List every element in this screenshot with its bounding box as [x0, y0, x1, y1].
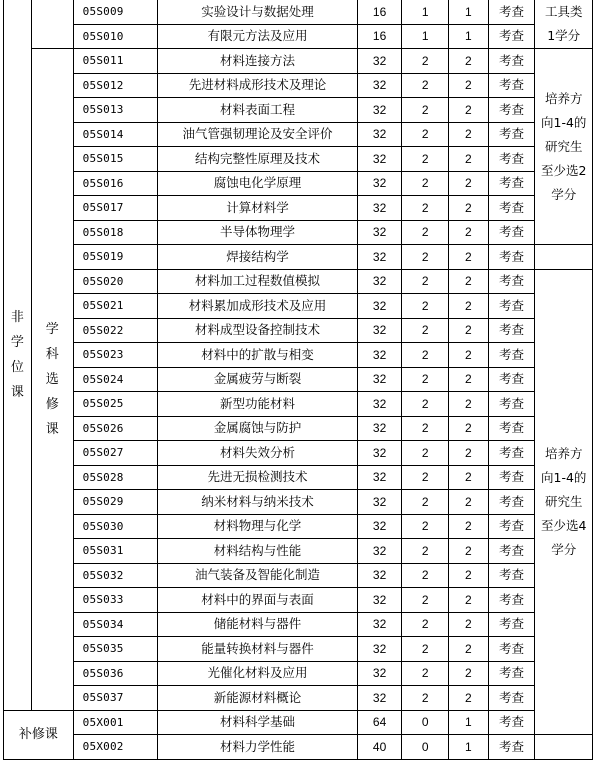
course-exam-type: 考查	[488, 563, 535, 588]
course-hours: 32	[357, 514, 402, 539]
course-hours: 32	[357, 269, 402, 294]
course-semester: 2	[449, 514, 489, 539]
course-code: 05S034	[73, 612, 158, 637]
table-row	[4, 637, 593, 662]
course-hours: 32	[357, 343, 402, 368]
course-hours: 32	[357, 686, 402, 711]
course-exam-type: 考查	[488, 0, 535, 24]
table-row	[4, 122, 593, 147]
course-name: 油气装备及智能化制造	[158, 563, 357, 588]
table-row	[4, 245, 593, 270]
course-semester: 2	[449, 637, 489, 662]
course-code: 05S028	[73, 465, 158, 490]
course-semester: 2	[449, 171, 489, 196]
course-credits: 1	[402, 0, 449, 24]
course-name: 计算材料学	[158, 196, 357, 221]
course-hours: 32	[357, 196, 402, 221]
course-code: 05S030	[73, 514, 158, 539]
course-exam-type: 考查	[488, 465, 535, 490]
course-code: 05S016	[73, 171, 158, 196]
course-table	[3, 0, 593, 760]
course-hours: 32	[357, 98, 402, 123]
course-semester: 2	[449, 269, 489, 294]
course-semester: 2	[449, 465, 489, 490]
table-row	[4, 367, 593, 392]
course-code: 05S013	[73, 98, 158, 123]
course-code: 05S031	[73, 539, 158, 564]
course-credits: 2	[402, 490, 449, 515]
course-name: 材料失效分析	[158, 441, 357, 466]
course-name: 材料表面工程	[158, 98, 357, 123]
course-name: 材料加工过程数值模拟	[158, 269, 357, 294]
course-credits: 2	[402, 686, 449, 711]
course-name: 腐蚀电化学原理	[158, 171, 357, 196]
course-name: 材料累加成形技术及应用	[158, 294, 357, 319]
course-semester: 2	[449, 49, 489, 74]
table-row	[4, 441, 593, 466]
table-row	[4, 73, 593, 98]
table-row	[4, 661, 593, 686]
course-exam-type: 考查	[488, 294, 535, 319]
course-semester: 2	[449, 196, 489, 221]
course-exam-type: 考查	[488, 367, 535, 392]
course-hours: 32	[357, 441, 402, 466]
course-code: 05S019	[73, 245, 158, 270]
course-semester: 2	[449, 318, 489, 343]
course-semester: 2	[449, 73, 489, 98]
course-credits: 2	[402, 441, 449, 466]
course-exam-type: 考查	[488, 612, 535, 637]
course-exam-type: 考查	[488, 73, 535, 98]
category-supplementary: 补修课	[4, 710, 74, 759]
course-code: 05S012	[73, 73, 158, 98]
table-row	[4, 269, 593, 294]
course-exam-type: 考查	[488, 392, 535, 417]
course-credits: 2	[402, 73, 449, 98]
course-name: 材料连接方法	[158, 49, 357, 74]
course-credits: 2	[402, 563, 449, 588]
course-exam-type: 考查	[488, 269, 535, 294]
course-exam-type: 考查	[488, 416, 535, 441]
table-row	[4, 147, 593, 172]
course-credits: 2	[402, 220, 449, 245]
course-exam-type: 考查	[488, 637, 535, 662]
course-name: 材料中的界面与表面	[158, 588, 357, 613]
course-code: 05S037	[73, 686, 158, 711]
course-exam-type: 考查	[488, 710, 535, 735]
course-hours: 32	[357, 245, 402, 270]
course-hours: 32	[357, 318, 402, 343]
course-hours: 40	[357, 735, 402, 760]
course-credits: 2	[402, 392, 449, 417]
course-name: 实验设计与数据处理	[158, 0, 357, 24]
course-exam-type: 考查	[488, 147, 535, 172]
course-hours: 32	[357, 637, 402, 662]
table-row	[4, 98, 593, 123]
course-semester: 2	[449, 539, 489, 564]
course-hours: 32	[357, 588, 402, 613]
course-code: 05S032	[73, 563, 158, 588]
table-row	[4, 343, 593, 368]
course-note: 培养方 向1-4的 研究生 至少选4 学分	[535, 269, 593, 735]
course-table-body	[4, 0, 593, 759]
course-code: 05S018	[73, 220, 158, 245]
table-row	[4, 710, 593, 735]
course-name: 光催化材料及应用	[158, 661, 357, 686]
course-credits: 2	[402, 294, 449, 319]
course-semester: 2	[449, 490, 489, 515]
course-semester: 2	[449, 392, 489, 417]
course-semester: 2	[449, 661, 489, 686]
course-name: 储能材料与器件	[158, 612, 357, 637]
table-row	[4, 0, 593, 24]
course-name: 金属疲劳与断裂	[158, 367, 357, 392]
course-hours: 64	[357, 710, 402, 735]
course-semester: 2	[449, 220, 489, 245]
table-row	[4, 612, 593, 637]
course-name: 油气管强韧理论及安全评价	[158, 122, 357, 147]
course-code: 05S015	[73, 147, 158, 172]
course-exam-type: 考查	[488, 735, 535, 760]
course-exam-type: 考查	[488, 245, 535, 270]
course-name: 有限元方法及应用	[158, 24, 357, 49]
course-name: 材料物理与化学	[158, 514, 357, 539]
course-code: 05S014	[73, 122, 158, 147]
course-semester: 2	[449, 686, 489, 711]
table-row	[4, 196, 593, 221]
course-credits: 2	[402, 49, 449, 74]
course-credits: 2	[402, 416, 449, 441]
course-semester: 2	[449, 98, 489, 123]
course-code: 05X001	[73, 710, 158, 735]
course-credits: 0	[402, 735, 449, 760]
course-note: 培养方 向1-4的 研究生 至少选2 学分	[535, 49, 593, 245]
course-name: 材料成型设备控制技术	[158, 318, 357, 343]
course-semester: 2	[449, 294, 489, 319]
course-code: 05S036	[73, 661, 158, 686]
course-name: 新能源材料概论	[158, 686, 357, 711]
table-row	[4, 416, 593, 441]
course-credits: 2	[402, 539, 449, 564]
course-hours: 32	[357, 367, 402, 392]
course-hours: 32	[357, 563, 402, 588]
course-credits: 2	[402, 98, 449, 123]
course-credits: 2	[402, 367, 449, 392]
course-hours: 32	[357, 465, 402, 490]
course-credits: 2	[402, 147, 449, 172]
course-credits: 1	[402, 24, 449, 49]
course-hours: 16	[357, 24, 402, 49]
course-exam-type: 考查	[488, 686, 535, 711]
course-credits: 2	[402, 661, 449, 686]
course-hours: 32	[357, 612, 402, 637]
course-exam-type: 考查	[488, 24, 535, 49]
table-row	[4, 588, 593, 613]
course-name: 材料力学性能	[158, 735, 357, 760]
course-hours: 32	[357, 220, 402, 245]
category-discipline-elective: 学科选修课	[31, 49, 73, 711]
course-credits: 2	[402, 122, 449, 147]
course-exam-type: 考查	[488, 441, 535, 466]
table-row	[4, 686, 593, 711]
course-name: 新型功能材料	[158, 392, 357, 417]
course-code: 05S021	[73, 294, 158, 319]
table-row	[4, 24, 593, 49]
course-hours: 32	[357, 171, 402, 196]
category-blank-cell	[31, 0, 73, 49]
course-exam-type: 考查	[488, 318, 535, 343]
table-row	[4, 318, 593, 343]
course-hours: 32	[357, 661, 402, 686]
course-credits: 2	[402, 465, 449, 490]
course-credits: 2	[402, 318, 449, 343]
table-row	[4, 514, 593, 539]
course-semester: 2	[449, 245, 489, 270]
course-hours: 32	[357, 147, 402, 172]
course-semester: 1	[449, 0, 489, 24]
category-non-degree: 非学位课	[4, 0, 32, 710]
table-row	[4, 539, 593, 564]
course-code: 05S020	[73, 269, 158, 294]
course-code: 05S017	[73, 196, 158, 221]
table-row	[4, 735, 593, 760]
course-hours: 32	[357, 294, 402, 319]
course-semester: 2	[449, 367, 489, 392]
course-name: 先进材料成形技术及理论	[158, 73, 357, 98]
course-credits: 2	[402, 245, 449, 270]
course-credits: 2	[402, 612, 449, 637]
course-code: 05S025	[73, 392, 158, 417]
course-name: 结构完整性原理及技术	[158, 147, 357, 172]
course-semester: 2	[449, 441, 489, 466]
course-hours: 32	[357, 416, 402, 441]
course-name: 焊接结构学	[158, 245, 357, 270]
course-credits: 2	[402, 196, 449, 221]
course-exam-type: 考查	[488, 171, 535, 196]
course-credits: 2	[402, 514, 449, 539]
course-credits: 2	[402, 637, 449, 662]
course-semester: 2	[449, 343, 489, 368]
course-code: 05S024	[73, 367, 158, 392]
course-exam-type: 考查	[488, 343, 535, 368]
course-credits: 2	[402, 171, 449, 196]
course-code: 05S027	[73, 441, 158, 466]
course-name: 先进无损检测技术	[158, 465, 357, 490]
course-name: 材料结构与性能	[158, 539, 357, 564]
course-semester: 2	[449, 147, 489, 172]
course-credits: 0	[402, 710, 449, 735]
course-name: 纳米材料与纳米技术	[158, 490, 357, 515]
table-row	[4, 392, 593, 417]
course-hours: 16	[357, 0, 402, 24]
table-row	[4, 49, 593, 74]
course-exam-type: 考查	[488, 490, 535, 515]
course-exam-type: 考查	[488, 514, 535, 539]
course-code: 05X002	[73, 735, 158, 760]
course-exam-type: 考查	[488, 588, 535, 613]
course-code: 05S029	[73, 490, 158, 515]
course-note: 工具类 1学分	[535, 0, 593, 49]
course-name: 材料科学基础	[158, 710, 357, 735]
course-exam-type: 考查	[488, 196, 535, 221]
course-code: 05S033	[73, 588, 158, 613]
course-semester: 2	[449, 122, 489, 147]
course-exam-type: 考查	[488, 220, 535, 245]
course-exam-type: 考查	[488, 661, 535, 686]
course-semester: 2	[449, 416, 489, 441]
course-note	[535, 735, 593, 760]
course-exam-type: 考查	[488, 539, 535, 564]
course-credits: 2	[402, 269, 449, 294]
course-semester: 2	[449, 563, 489, 588]
course-name: 材料中的扩散与相变	[158, 343, 357, 368]
course-semester: 1	[449, 735, 489, 760]
course-exam-type: 考查	[488, 98, 535, 123]
course-exam-type: 考查	[488, 122, 535, 147]
course-code: 05S026	[73, 416, 158, 441]
course-semester: 2	[449, 612, 489, 637]
table-row	[4, 294, 593, 319]
course-exam-type: 考查	[488, 49, 535, 74]
course-code: 05S010	[73, 24, 158, 49]
course-semester: 1	[449, 24, 489, 49]
course-hours: 32	[357, 392, 402, 417]
course-hours: 32	[357, 539, 402, 564]
table-row	[4, 563, 593, 588]
table-row	[4, 220, 593, 245]
course-name: 半导体物理学	[158, 220, 357, 245]
course-code: 05S023	[73, 343, 158, 368]
course-hours: 32	[357, 49, 402, 74]
course-hours: 32	[357, 73, 402, 98]
course-semester: 2	[449, 588, 489, 613]
course-code: 05S035	[73, 637, 158, 662]
course-code: 05S011	[73, 49, 158, 74]
course-credits: 2	[402, 588, 449, 613]
course-note	[535, 245, 593, 270]
course-code: 05S022	[73, 318, 158, 343]
table-row	[4, 490, 593, 515]
course-code: 05S009	[73, 0, 158, 24]
course-name: 能量转换材料与器件	[158, 637, 357, 662]
course-hours: 32	[357, 122, 402, 147]
table-row	[4, 465, 593, 490]
course-hours: 32	[357, 490, 402, 515]
course-semester: 1	[449, 710, 489, 735]
table-row	[4, 171, 593, 196]
course-name: 金属腐蚀与防护	[158, 416, 357, 441]
course-credits: 2	[402, 343, 449, 368]
